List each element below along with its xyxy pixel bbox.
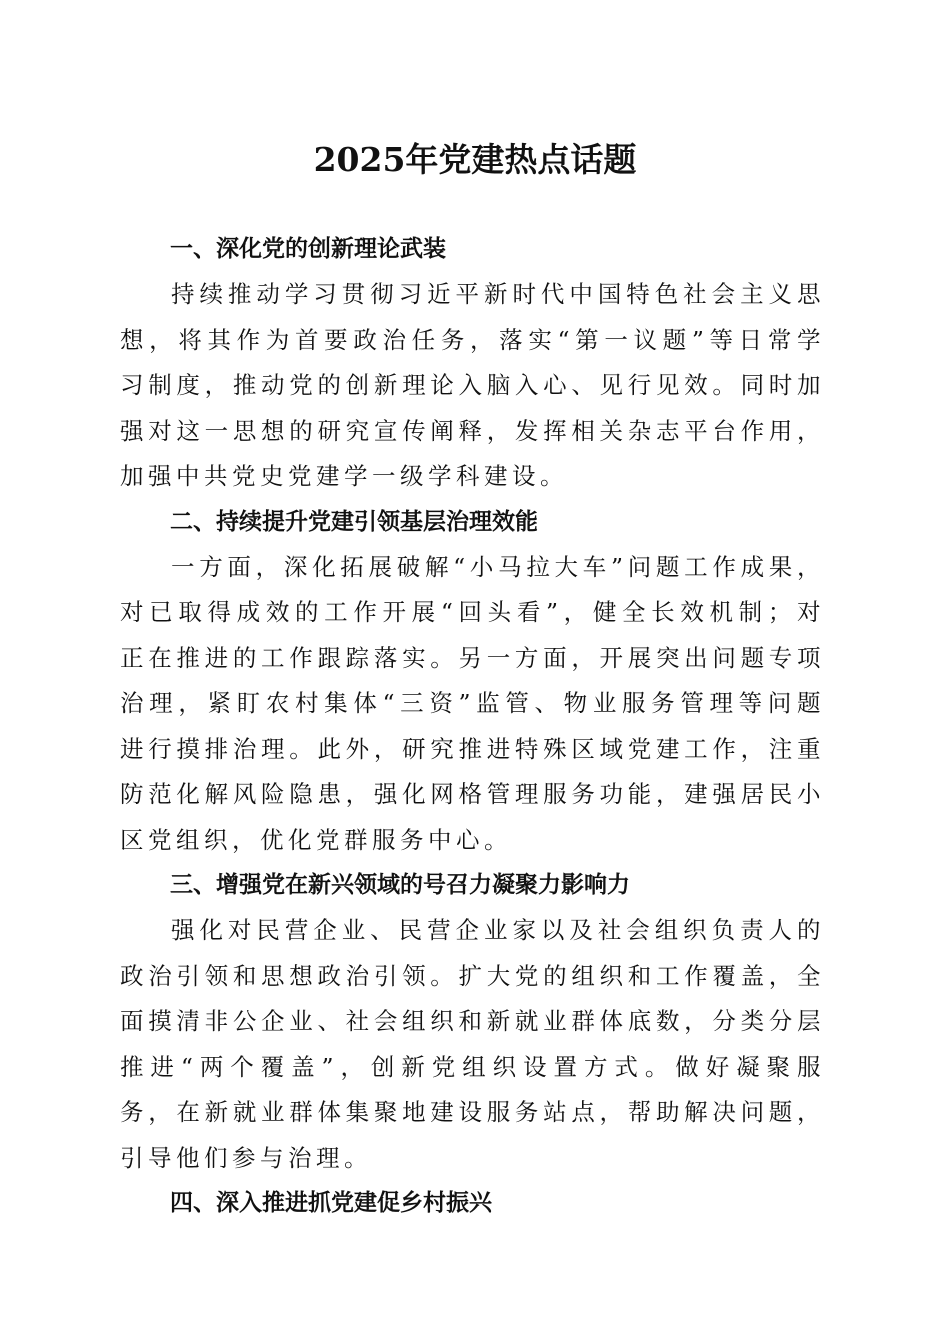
section-paragraph: 一方面，深化拓展破解“小马拉大车”问题工作成果，对已取得成效的工作开展“回头看”，健全长效机制；对正在推进的工作跟踪落实。另一方面，开展突出问题专项治理，紧盯农村集体“三资”监管、物业服务管理等问题进行摸排治理。此外，研究推进特殊区域党建工作，注重防范化解风险隐患，强化网格管理服务功能，建强居民小区党组织，优化党群服务中心。 bbox=[120, 552, 825, 854]
document-title: 2025年党建热点话题 bbox=[313, 140, 637, 179]
section-heading: 四、深入推进抓党建促乡村振兴 bbox=[170, 1190, 492, 1216]
document-body bbox=[120, 227, 825, 1226]
section-2 bbox=[120, 500, 825, 864]
section-4 bbox=[120, 1181, 825, 1226]
section-paragraph: 持续推动学习贯彻习近平新时代中国特色社会主义思想，将其作为首要政治任务，落实“第一议题”等日常学习制度，推动党的创新理论入脑入心、见行见效。同时加强对这一思想的研究宣传阐释，发挥相关杂志平台作用，加强中共党史党建学一级学科建设。 bbox=[120, 280, 825, 490]
section-heading: 二、持续提升党建引领基层治理效能 bbox=[170, 508, 538, 535]
section-3 bbox=[120, 863, 825, 1181]
section-heading: 一、深化党的创新理论武装 bbox=[170, 236, 446, 262]
section-paragraph: 强化对民营企业、民营企业家以及社会组织负责人的政治引领和思想政治引领。扩大党的组织和工作覆盖，全面摸清非公企业、社会组织和新就业群体底数，分类分层推进“两个覆盖”，创新党组织设置方式。做好凝聚服务，在新就业群体集聚地建设服务站点，帮助解决问题，引导他们参与治理。 bbox=[120, 916, 825, 1172]
section-1 bbox=[120, 227, 825, 500]
section-heading: 三、增强党在新兴领域的号召力凝聚力影响力 bbox=[170, 872, 630, 898]
